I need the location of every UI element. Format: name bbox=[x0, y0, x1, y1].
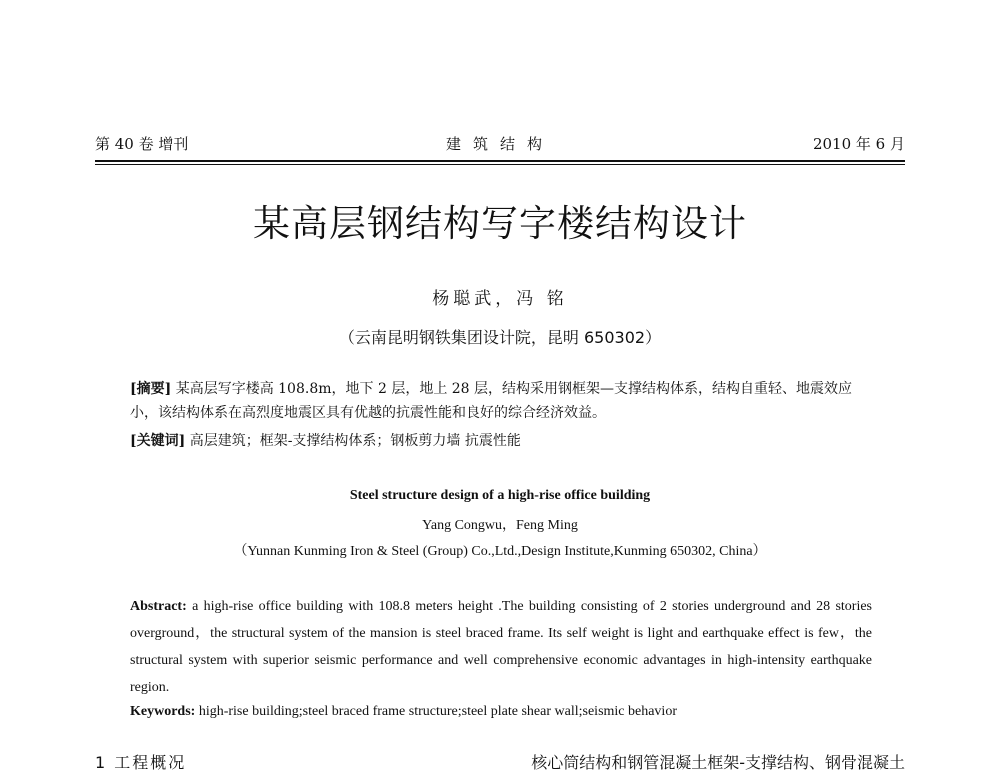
header-volume: 第 40 卷 增刊 bbox=[95, 135, 189, 153]
paper-title-en: Steel structure design of a high-rise office building bbox=[349, 488, 651, 503]
body-text-cutoff bbox=[95, 750, 905, 772]
header-rule-thick bbox=[95, 160, 905, 162]
keywords-cn bbox=[130, 429, 872, 453]
abstract-en bbox=[130, 593, 872, 701]
affiliation-en: （Yunnan Kunming Iron & Steel (Group) Co.,Ltd.,Design Institute,Kunming 650302, China） bbox=[233, 544, 767, 559]
abstract-en-text: a high-rise office building with 108.8 meters height .The building consisting of 2 stories underground and 28 stories overground，the structural system of the mansion is steel braced frame. Its self weight is light and earthquake effect is few，the structural system with superior seismic performance and well comprehensive economic advantages in high-intensity earthquake region. bbox=[130, 599, 873, 695]
keywords-en-label: Keywords: bbox=[130, 704, 196, 719]
abstract-cn bbox=[130, 377, 872, 425]
paper-title-cn: 某高层钢结构写字楼结构设计 bbox=[253, 202, 747, 245]
body-line-cutoff: 核心筒结构和钢管混凝土框架-支撑结构、钢骨混凝土 bbox=[531, 753, 905, 772]
authors-cn: 杨聪武，冯 铭 bbox=[432, 289, 568, 309]
keywords-cn-text: 高层建筑；框架-支撑结构体系；钢板剪力墙 抗震性能 bbox=[189, 433, 521, 449]
keywords-en bbox=[130, 700, 872, 724]
section-heading-cutoff: 1 工程概况 bbox=[95, 753, 187, 772]
keywords-en-text: high-rise building;steel braced frame structure;steel plate shear wall;seismic behavior bbox=[198, 704, 677, 719]
abstract-en-label: Abstract: bbox=[130, 599, 187, 614]
abstract-cn-label: [摘要] bbox=[130, 381, 172, 397]
authors-en: Yang Congwu，Feng Ming bbox=[422, 518, 578, 533]
keywords-cn-label: [关键词] bbox=[130, 433, 186, 449]
abstract-cn-text: 某高层写字楼高 108.8m，地下 2 层，地上 28 层，结构采用钢框架—支撑结构体系，结构自重轻、地震效应小，该结构体系在高烈度地震区具有优越的抗震性能和良好的综合经济效益。 bbox=[130, 381, 853, 421]
affiliation-cn: （云南昆明钢铁集团设计院，昆明 650302） bbox=[338, 328, 662, 347]
running-header bbox=[95, 133, 905, 155]
header-date: 2010 年 6 月 bbox=[812, 135, 905, 153]
header-journal: 建筑结构 bbox=[445, 135, 554, 153]
header-rule-thin bbox=[95, 164, 905, 165]
